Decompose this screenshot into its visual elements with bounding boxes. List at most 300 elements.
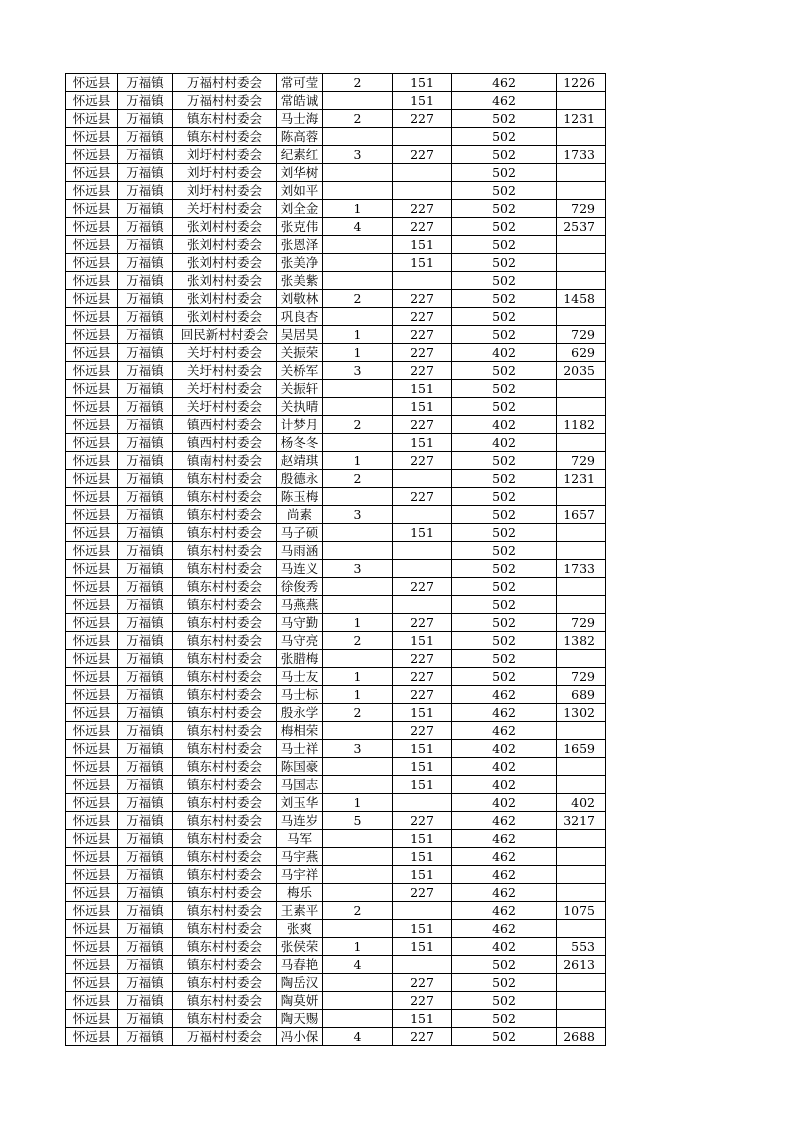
total-cell — [557, 866, 606, 884]
amount-b-cell: 502 — [452, 146, 557, 164]
table-row — [66, 182, 606, 200]
name-cell: 马士祥 — [277, 740, 323, 758]
town-cell: 万福镇 — [118, 902, 173, 920]
name-cell: 梅乐 — [277, 884, 323, 902]
amount-a-cell: 227 — [393, 362, 452, 380]
persons-cell — [323, 866, 393, 884]
total-cell — [557, 236, 606, 254]
county-cell: 怀远县 — [66, 290, 118, 308]
persons-cell — [323, 722, 393, 740]
village-cell: 关圩村村委会 — [173, 344, 277, 362]
county-cell: 怀远县 — [66, 578, 118, 596]
table-row — [66, 974, 606, 992]
total-cell — [557, 596, 606, 614]
village-cell: 镇东村村委会 — [173, 722, 277, 740]
amount-b-cell: 462 — [452, 812, 557, 830]
table-row — [66, 758, 606, 776]
table-row — [66, 398, 606, 416]
village-cell: 镇东村村委会 — [173, 758, 277, 776]
amount-b-cell: 402 — [452, 794, 557, 812]
town-cell: 万福镇 — [118, 290, 173, 308]
name-cell: 马燕燕 — [277, 596, 323, 614]
name-cell: 赵靖琪 — [277, 452, 323, 470]
name-cell: 张美紫 — [277, 272, 323, 290]
name-cell: 纪素红 — [277, 146, 323, 164]
town-cell: 万福镇 — [118, 614, 173, 632]
persons-cell — [323, 164, 393, 182]
name-cell: 马子硕 — [277, 524, 323, 542]
total-cell: 2035 — [557, 362, 606, 380]
persons-cell: 1 — [323, 452, 393, 470]
county-cell: 怀远县 — [66, 992, 118, 1010]
amount-b-cell: 462 — [452, 848, 557, 866]
table-row — [66, 794, 606, 812]
table-row — [66, 992, 606, 1010]
total-cell: 689 — [557, 686, 606, 704]
town-cell: 万福镇 — [118, 92, 173, 110]
county-cell: 怀远县 — [66, 92, 118, 110]
amount-a-cell: 151 — [393, 1010, 452, 1028]
village-cell: 镇东村村委会 — [173, 776, 277, 794]
town-cell: 万福镇 — [118, 398, 173, 416]
town-cell: 万福镇 — [118, 596, 173, 614]
amount-b-cell: 502 — [452, 362, 557, 380]
village-cell: 镇东村村委会 — [173, 884, 277, 902]
amount-a-cell — [393, 542, 452, 560]
table-row — [66, 92, 606, 110]
town-cell: 万福镇 — [118, 920, 173, 938]
county-cell: 怀远县 — [66, 74, 118, 92]
name-cell: 张美净 — [277, 254, 323, 272]
persons-cell — [323, 92, 393, 110]
table-row — [66, 938, 606, 956]
name-cell: 张爽 — [277, 920, 323, 938]
total-cell: 1733 — [557, 560, 606, 578]
amount-a-cell: 227 — [393, 812, 452, 830]
persons-cell: 2 — [323, 704, 393, 722]
town-cell: 万福镇 — [118, 326, 173, 344]
total-cell — [557, 524, 606, 542]
village-cell: 镇东村村委会 — [173, 704, 277, 722]
amount-a-cell: 151 — [393, 398, 452, 416]
name-cell: 刘敬林 — [277, 290, 323, 308]
name-cell: 张克伟 — [277, 218, 323, 236]
town-cell: 万福镇 — [118, 668, 173, 686]
amount-a-cell: 151 — [393, 704, 452, 722]
village-cell: 万福村村委会 — [173, 92, 277, 110]
town-cell: 万福镇 — [118, 740, 173, 758]
amount-b-cell: 502 — [452, 956, 557, 974]
county-cell: 怀远县 — [66, 686, 118, 704]
village-cell: 镇西村村委会 — [173, 416, 277, 434]
table-row — [66, 254, 606, 272]
village-cell: 镇东村村委会 — [173, 632, 277, 650]
village-cell: 镇东村村委会 — [173, 488, 277, 506]
amount-b-cell: 502 — [452, 992, 557, 1010]
total-cell — [557, 254, 606, 272]
table-row — [66, 506, 606, 524]
county-cell: 怀远县 — [66, 830, 118, 848]
amount-b-cell: 462 — [452, 704, 557, 722]
persons-cell: 5 — [323, 812, 393, 830]
amount-b-cell: 502 — [452, 290, 557, 308]
total-cell: 2688 — [557, 1028, 606, 1046]
amount-a-cell: 151 — [393, 380, 452, 398]
total-cell — [557, 650, 606, 668]
table-row — [66, 1010, 606, 1028]
town-cell: 万福镇 — [118, 542, 173, 560]
table-body — [66, 74, 606, 1046]
village-cell: 张刘村村委会 — [173, 272, 277, 290]
total-cell — [557, 1010, 606, 1028]
amount-b-cell: 502 — [452, 110, 557, 128]
total-cell: 1075 — [557, 902, 606, 920]
village-cell: 镇东村村委会 — [173, 596, 277, 614]
table-row — [66, 146, 606, 164]
village-cell: 镇东村村委会 — [173, 1010, 277, 1028]
amount-a-cell: 151 — [393, 758, 452, 776]
name-cell: 刘华树 — [277, 164, 323, 182]
total-cell: 1733 — [557, 146, 606, 164]
total-cell — [557, 434, 606, 452]
county-cell: 怀远县 — [66, 218, 118, 236]
table-row — [66, 452, 606, 470]
county-cell: 怀远县 — [66, 524, 118, 542]
total-cell — [557, 92, 606, 110]
persons-cell — [323, 182, 393, 200]
persons-cell — [323, 992, 393, 1010]
amount-a-cell: 151 — [393, 254, 452, 272]
town-cell: 万福镇 — [118, 344, 173, 362]
amount-b-cell: 402 — [452, 938, 557, 956]
amount-b-cell: 502 — [452, 542, 557, 560]
town-cell: 万福镇 — [118, 794, 173, 812]
amount-b-cell: 402 — [452, 344, 557, 362]
village-cell: 镇东村村委会 — [173, 956, 277, 974]
village-cell: 关圩村村委会 — [173, 200, 277, 218]
amount-b-cell: 502 — [452, 560, 557, 578]
persons-cell — [323, 236, 393, 254]
persons-cell: 2 — [323, 290, 393, 308]
total-cell: 1231 — [557, 110, 606, 128]
county-cell: 怀远县 — [66, 650, 118, 668]
amount-b-cell: 502 — [452, 272, 557, 290]
name-cell: 常皓诚 — [277, 92, 323, 110]
table-row — [66, 524, 606, 542]
amount-a-cell: 227 — [393, 974, 452, 992]
amount-a-cell: 227 — [393, 668, 452, 686]
total-cell — [557, 398, 606, 416]
amount-a-cell: 151 — [393, 776, 452, 794]
amount-b-cell: 402 — [452, 416, 557, 434]
village-cell: 镇东村村委会 — [173, 830, 277, 848]
table-row — [66, 1028, 606, 1046]
amount-a-cell: 151 — [393, 920, 452, 938]
name-cell: 马士友 — [277, 668, 323, 686]
amount-a-cell — [393, 560, 452, 578]
table-row — [66, 236, 606, 254]
village-cell: 镇东村村委会 — [173, 974, 277, 992]
county-cell: 怀远县 — [66, 848, 118, 866]
total-cell: 729 — [557, 668, 606, 686]
amount-a-cell: 227 — [393, 416, 452, 434]
table-row — [66, 218, 606, 236]
persons-cell — [323, 776, 393, 794]
town-cell: 万福镇 — [118, 164, 173, 182]
town-cell: 万福镇 — [118, 416, 173, 434]
persons-cell: 2 — [323, 902, 393, 920]
persons-cell: 2 — [323, 74, 393, 92]
total-cell — [557, 542, 606, 560]
name-cell: 刘如平 — [277, 182, 323, 200]
amount-b-cell: 502 — [452, 488, 557, 506]
total-cell — [557, 776, 606, 794]
name-cell: 巩良杏 — [277, 308, 323, 326]
town-cell: 万福镇 — [118, 884, 173, 902]
persons-cell — [323, 920, 393, 938]
town-cell: 万福镇 — [118, 272, 173, 290]
amount-a-cell — [393, 506, 452, 524]
amount-b-cell: 502 — [452, 650, 557, 668]
town-cell: 万福镇 — [118, 506, 173, 524]
amount-b-cell: 462 — [452, 902, 557, 920]
table-row — [66, 290, 606, 308]
amount-b-cell: 502 — [452, 380, 557, 398]
total-cell: 553 — [557, 938, 606, 956]
total-cell: 729 — [557, 326, 606, 344]
amount-b-cell: 502 — [452, 254, 557, 272]
total-cell: 1182 — [557, 416, 606, 434]
amount-a-cell: 227 — [393, 488, 452, 506]
town-cell: 万福镇 — [118, 758, 173, 776]
village-cell: 镇东村村委会 — [173, 506, 277, 524]
table-row — [66, 578, 606, 596]
amount-a-cell — [393, 128, 452, 146]
total-cell — [557, 848, 606, 866]
total-cell: 1226 — [557, 74, 606, 92]
total-cell — [557, 722, 606, 740]
persons-cell: 3 — [323, 740, 393, 758]
amount-b-cell: 502 — [452, 164, 557, 182]
persons-cell: 1 — [323, 668, 393, 686]
table-row — [66, 848, 606, 866]
name-cell: 杨冬冬 — [277, 434, 323, 452]
amount-a-cell: 227 — [393, 452, 452, 470]
town-cell: 万福镇 — [118, 704, 173, 722]
amount-b-cell: 502 — [452, 218, 557, 236]
village-cell: 镇南村村委会 — [173, 452, 277, 470]
total-cell — [557, 920, 606, 938]
persons-cell: 3 — [323, 506, 393, 524]
name-cell: 冯小保 — [277, 1028, 323, 1046]
village-cell: 镇东村村委会 — [173, 920, 277, 938]
county-cell: 怀远县 — [66, 254, 118, 272]
table-row — [66, 866, 606, 884]
town-cell: 万福镇 — [118, 578, 173, 596]
amount-b-cell: 502 — [452, 1028, 557, 1046]
table-row — [66, 272, 606, 290]
persons-cell: 1 — [323, 326, 393, 344]
table-row — [66, 776, 606, 794]
town-cell: 万福镇 — [118, 146, 173, 164]
data-table — [65, 73, 606, 1046]
village-cell: 张刘村村委会 — [173, 218, 277, 236]
table-row — [66, 470, 606, 488]
name-cell: 刘玉华 — [277, 794, 323, 812]
village-cell: 镇东村村委会 — [173, 542, 277, 560]
amount-b-cell: 402 — [452, 776, 557, 794]
table-row — [66, 632, 606, 650]
persons-cell — [323, 380, 393, 398]
village-cell: 镇东村村委会 — [173, 110, 277, 128]
county-cell: 怀远县 — [66, 308, 118, 326]
amount-a-cell: 227 — [393, 1028, 452, 1046]
table-row — [66, 686, 606, 704]
county-cell: 怀远县 — [66, 344, 118, 362]
persons-cell — [323, 578, 393, 596]
name-cell: 陶莫妍 — [277, 992, 323, 1010]
name-cell: 张恩泽 — [277, 236, 323, 254]
amount-b-cell: 402 — [452, 758, 557, 776]
town-cell: 万福镇 — [118, 1010, 173, 1028]
village-cell: 关圩村村委会 — [173, 380, 277, 398]
amount-b-cell: 462 — [452, 74, 557, 92]
amount-a-cell: 151 — [393, 92, 452, 110]
amount-b-cell: 462 — [452, 884, 557, 902]
name-cell: 马军 — [277, 830, 323, 848]
total-cell: 402 — [557, 794, 606, 812]
table-row — [66, 128, 606, 146]
county-cell: 怀远县 — [66, 938, 118, 956]
town-cell: 万福镇 — [118, 686, 173, 704]
amount-b-cell: 502 — [452, 182, 557, 200]
county-cell: 怀远县 — [66, 452, 118, 470]
table-row — [66, 704, 606, 722]
amount-b-cell: 402 — [452, 434, 557, 452]
table-row — [66, 650, 606, 668]
amount-b-cell: 502 — [452, 128, 557, 146]
total-cell — [557, 758, 606, 776]
amount-a-cell — [393, 164, 452, 182]
county-cell: 怀远县 — [66, 758, 118, 776]
name-cell: 马雨涵 — [277, 542, 323, 560]
town-cell: 万福镇 — [118, 74, 173, 92]
amount-a-cell: 227 — [393, 110, 452, 128]
name-cell: 陈国豪 — [277, 758, 323, 776]
name-cell: 陶岳汉 — [277, 974, 323, 992]
name-cell: 关桥军 — [277, 362, 323, 380]
persons-cell: 3 — [323, 560, 393, 578]
town-cell: 万福镇 — [118, 974, 173, 992]
persons-cell: 1 — [323, 614, 393, 632]
total-cell: 3217 — [557, 812, 606, 830]
table-row — [66, 164, 606, 182]
county-cell: 怀远县 — [66, 164, 118, 182]
table-row — [66, 200, 606, 218]
table-row — [66, 488, 606, 506]
persons-cell — [323, 884, 393, 902]
county-cell: 怀远县 — [66, 380, 118, 398]
county-cell: 怀远县 — [66, 416, 118, 434]
name-cell: 马守勤 — [277, 614, 323, 632]
village-cell: 刘圩村村委会 — [173, 164, 277, 182]
name-cell: 马宇祥 — [277, 866, 323, 884]
name-cell: 尚素 — [277, 506, 323, 524]
name-cell: 关振轩 — [277, 380, 323, 398]
town-cell: 万福镇 — [118, 632, 173, 650]
town-cell: 万福镇 — [118, 182, 173, 200]
county-cell: 怀远县 — [66, 146, 118, 164]
town-cell: 万福镇 — [118, 722, 173, 740]
total-cell — [557, 380, 606, 398]
amount-a-cell: 227 — [393, 614, 452, 632]
amount-a-cell: 227 — [393, 290, 452, 308]
name-cell: 徐俊秀 — [277, 578, 323, 596]
town-cell: 万福镇 — [118, 812, 173, 830]
town-cell: 万福镇 — [118, 434, 173, 452]
amount-a-cell — [393, 956, 452, 974]
total-cell — [557, 578, 606, 596]
village-cell: 张刘村村委会 — [173, 308, 277, 326]
county-cell: 怀远县 — [66, 362, 118, 380]
name-cell: 马士海 — [277, 110, 323, 128]
amount-a-cell: 151 — [393, 524, 452, 542]
table-row — [66, 416, 606, 434]
county-cell: 怀远县 — [66, 794, 118, 812]
persons-cell: 4 — [323, 956, 393, 974]
town-cell: 万福镇 — [118, 308, 173, 326]
amount-b-cell: 402 — [452, 740, 557, 758]
amount-a-cell: 151 — [393, 830, 452, 848]
amount-a-cell: 227 — [393, 578, 452, 596]
table-row — [66, 830, 606, 848]
name-cell: 梅相荣 — [277, 722, 323, 740]
persons-cell: 4 — [323, 218, 393, 236]
amount-b-cell: 502 — [452, 236, 557, 254]
amount-a-cell — [393, 272, 452, 290]
name-cell: 计梦月 — [277, 416, 323, 434]
county-cell: 怀远县 — [66, 560, 118, 578]
village-cell: 万福村村委会 — [173, 74, 277, 92]
total-cell — [557, 182, 606, 200]
county-cell: 怀远县 — [66, 704, 118, 722]
table-row — [66, 740, 606, 758]
table-row — [66, 344, 606, 362]
persons-cell — [323, 830, 393, 848]
town-cell: 万福镇 — [118, 236, 173, 254]
amount-b-cell: 502 — [452, 632, 557, 650]
amount-b-cell: 462 — [452, 920, 557, 938]
amount-b-cell: 502 — [452, 614, 557, 632]
persons-cell: 2 — [323, 110, 393, 128]
amount-a-cell: 227 — [393, 200, 452, 218]
village-cell: 镇东村村委会 — [173, 812, 277, 830]
persons-cell: 2 — [323, 416, 393, 434]
town-cell: 万福镇 — [118, 524, 173, 542]
town-cell: 万福镇 — [118, 866, 173, 884]
total-cell: 1657 — [557, 506, 606, 524]
name-cell: 马国志 — [277, 776, 323, 794]
persons-cell — [323, 254, 393, 272]
total-cell — [557, 830, 606, 848]
amount-a-cell: 227 — [393, 650, 452, 668]
amount-a-cell: 227 — [393, 146, 452, 164]
amount-a-cell — [393, 596, 452, 614]
name-cell: 关振荣 — [277, 344, 323, 362]
table-row — [66, 614, 606, 632]
village-cell: 镇东村村委会 — [173, 668, 277, 686]
persons-cell: 1 — [323, 686, 393, 704]
